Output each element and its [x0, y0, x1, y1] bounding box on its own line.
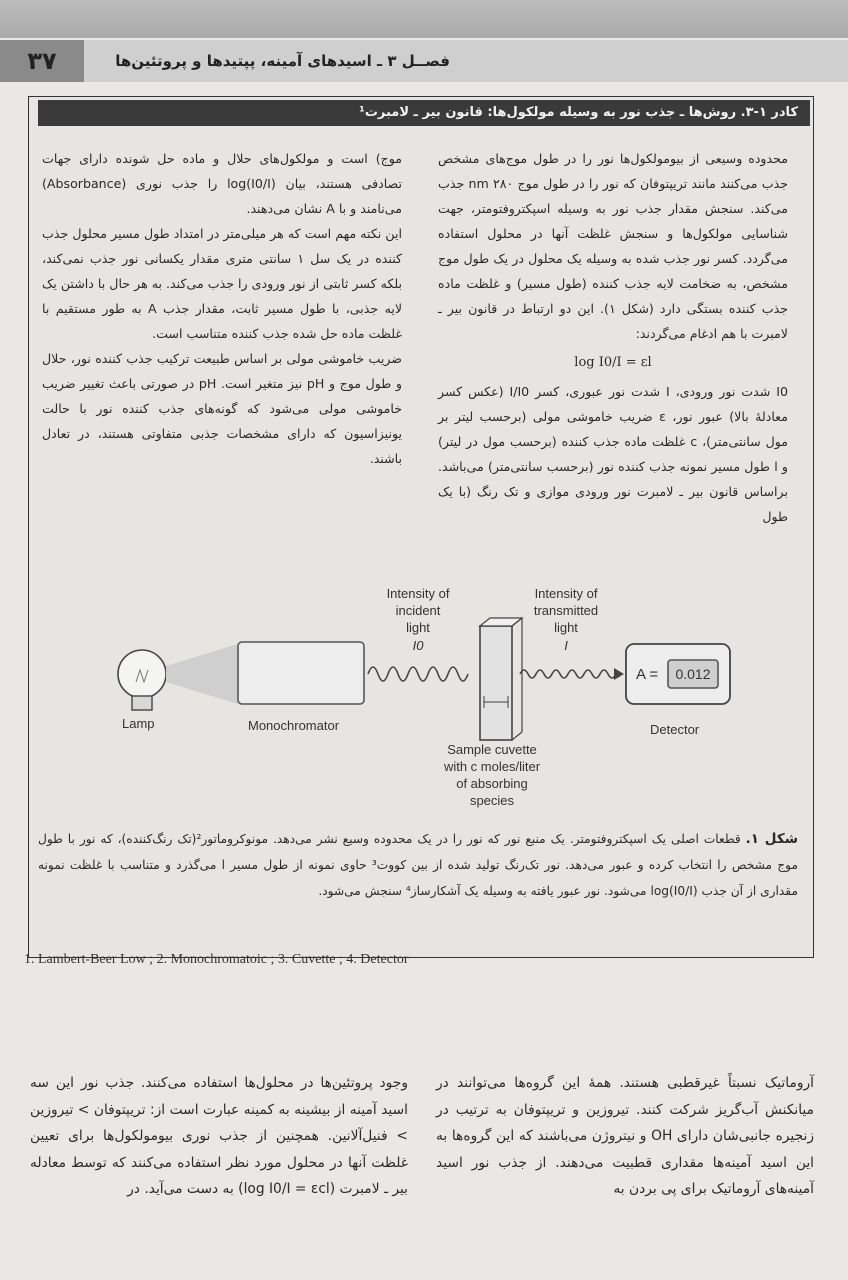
- body-paragraph: وجود پروتئین‌ها در محلول‌ها استفاده می‌کنند. جذب نور این سه اسید آمینه از بیشینه به کمینه عبارت است از: تریپتوفان > تیروزین > فنیل‌آلانین. همچنین از جذب نوری بیومولکول‌ها برای تعیین غلظت آنها در محلول مورد نظر استفاده می‌کنند که توسط معادله بیر ـ لامبرت (log I0/I = εcl) به دست می‌آید. در: [30, 1075, 408, 1197]
- lamp-icon: [118, 650, 166, 710]
- arrow-head: [614, 668, 624, 680]
- absorbance-value: 0.012: [675, 666, 711, 682]
- caption-label: شکل ۱.: [745, 831, 798, 847]
- transmitted-label: Intensity of: [534, 586, 598, 601]
- cuvette-label: of absorbing: [456, 776, 528, 791]
- box-paragraph: موج) است و مولکول‌های حلال و ماده حل شونده دارای جهات تصادفی هستند، بیان log(I0/I) را جذب نوری (Absorbance) می‌نامند و با A نشان می‌دهند.: [42, 151, 402, 216]
- incident-label: Intensity of: [386, 586, 450, 601]
- monochromator-box: [238, 642, 364, 704]
- detector-label: Detector: [650, 722, 700, 737]
- body-paragraph: آروماتیک نسبتاً غیرقطبی هستند. همهٔ این گروه‌ها می‌توانند در میانکنش آب‌گریز شرکت کنند. تیروزین و تریپتوفان به ترتیب در زنجیره جانبی‌شان دارای OH و نیتروژن می‌باشند که این گروه‌ها به این اسید آمینه‌ها مقداری قطبیت می‌دهند. از جذب نور اسید آمینه‌های آروماتیک برای پی بردن به: [436, 1075, 814, 1197]
- page-number: ۳۷: [27, 47, 57, 75]
- body-right-column: [436, 1070, 814, 1203]
- caption-text: قطعات اصلی یک اسپکتروفتومتر. یک منبع نور که نور را در یک محدوده وسیع نشر می‌دهد. مونوکروماتور²(تک رنگ‌کننده)، که نور با طول موج مشخص را انتخاب کرده و عبور می‌دهد. نور تک‌رنگ تولید شده از بین کووت³ حاوی نمونه از طول مسیر l می‌گذرد و متناسب با غلظت نمونه مقداری از آن جذب log(I0/I) می‌شود. نور عبور یافته به وسیله یک آشکارساز⁴ سنجش می‌شود.: [38, 832, 798, 898]
- box-right-column: [438, 146, 788, 529]
- monochromator-label: Monochromator: [248, 718, 340, 733]
- box-paragraph: I0 شدت نور ورودی، I شدت نور عبوری، کسر I/I0 (عکس کسر معادلهٔ بالا) عبور نور، ε ضریب خاموشی مولی (برحسب لیتر بر مول سانتی‌متر)، c غلظت ماده جذب کننده (برحسب مول در لیتر) و l طول مسیر نمونه جذب کننده نور (برحسب سانتی‌متر) می‌باشد. براساس قانون بیر ـ لامبرت نور ورودی موازی و تک رنگ (با یک طول: [438, 384, 788, 524]
- transmitted-symbol: I: [564, 638, 568, 653]
- box-paragraph: محدوده وسیعی از بیومولکول‌ها نور را در طول موج‌های مشخص جذب می‌کنند مانند تریپتوفان که نور را در طول موج ۲۸۰ nm جذب می‌کند. سنجش مقدار جذب نور به وسیله اسپکتروفتومتر، جهت شناسایی مولکول‌ها و سنجش غلظت آنها در محلول استفاده می‌گردد. کسر نور جذب شده به وسیله یک محلول در یک طول موج مشخص، به ضخامت لایه جذب کننده (طول مسیر) و غلظت ماده جذب کننده بستگی دارد (شکل ۱). این دو ارتباط در قانون بیر ـ لامبرت با هم ادغام می‌گردند:: [438, 151, 789, 341]
- top-strip: [0, 0, 848, 38]
- box-paragraph: این نکته مهم است که هر میلی‌متر در امتداد طول مسیر محلول جذب کننده در یک سل ۱ سانتی متری مقدار یکسانی نور جذب نمی‌کند، بلکه کسر ثابتی از نور ورودی را جذب می‌کند. به هر حال با داشتن یک لایه جذبی، با طول مسیر ثابت، مقدار جذب A به طور مستقیم با غلظت ماده حل شده جذب کننده متناسب است.: [42, 226, 403, 341]
- beer-lambert-formula: log I0/I = εl: [574, 355, 652, 370]
- box-title-text: کادر ۱-۳. روش‌ها ـ جذب نور به وسیله مولکول‌ها: قانون بیر ـ لامبرت¹: [359, 105, 798, 120]
- cuvette-label: species: [469, 793, 515, 808]
- lamp-label: Lamp: [122, 716, 155, 731]
- transmitted-wave: [520, 670, 616, 678]
- incident-label: incident: [395, 603, 441, 618]
- footnote: 1. Lambert-Beer Low ; 2. Monochromatoic ; 3. Cuvette ; 4. Detector: [24, 952, 409, 967]
- cuvette-label: with c moles/liter: [443, 759, 541, 774]
- page-header: [0, 40, 848, 82]
- a-label: A =: [636, 666, 659, 683]
- incident-wave: [368, 667, 468, 681]
- light-beam: [166, 644, 238, 704]
- transmitted-label: transmitted: [533, 603, 599, 618]
- chapter-title: فصــل ۳ ـ اسیدهای آمینه، پپتیدها و پروتئین‌ها: [115, 52, 450, 70]
- box-title: [38, 100, 810, 126]
- spectrophotometer-diagram: [100, 578, 740, 818]
- cuvette: [480, 618, 522, 740]
- cuvette-label: Sample cuvette: [447, 742, 537, 757]
- body-left-column: [30, 1070, 408, 1203]
- figure-caption: [38, 826, 798, 904]
- box-left-column: [42, 146, 402, 471]
- incident-symbol: I0: [412, 638, 424, 653]
- transmitted-label: light: [554, 620, 578, 635]
- box-paragraph: ضریب خاموشی مولی بر اساس طبیعت ترکیب جذب کننده نور، حلال و طول موج و pH نیز متغیر است. pH در صورتی باعث تغییر ضریب خاموشی مولی می‌شود که گونه‌های جذب کننده نور با حالت یونیزاسیون که دارای مشخصات جذبی متفاوتی هستند، در تعادل باشند.: [42, 351, 402, 466]
- incident-label: light: [406, 620, 430, 635]
